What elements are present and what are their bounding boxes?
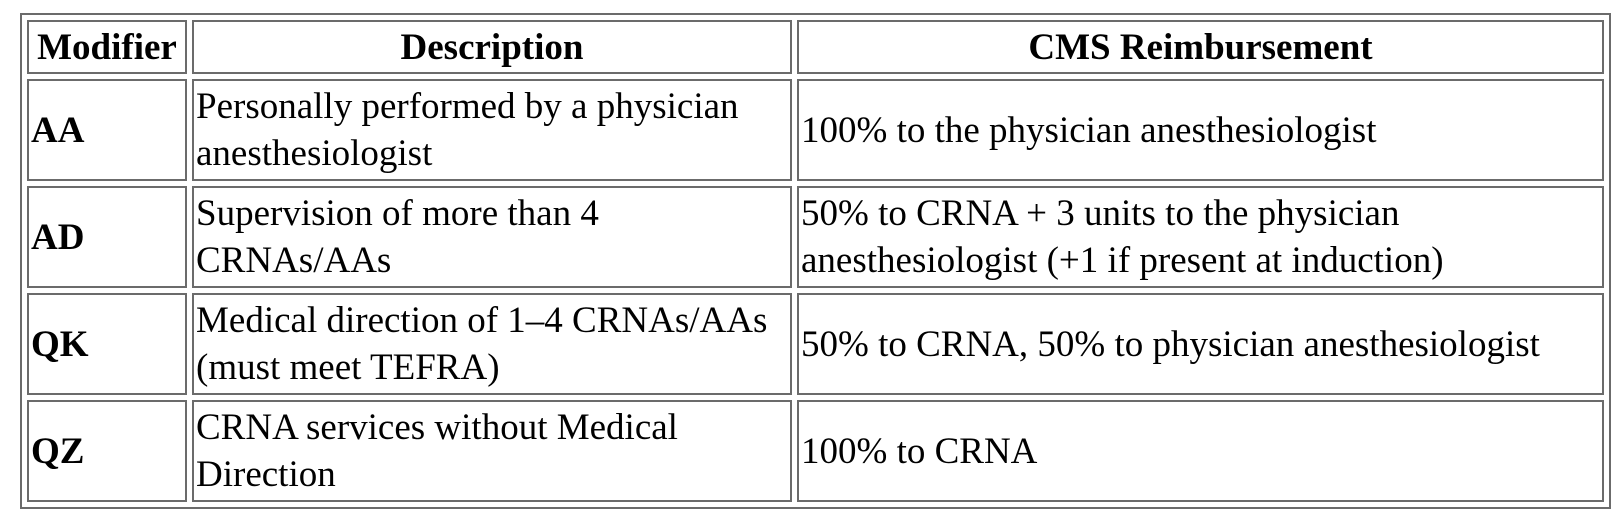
reimbursement-cell: 100% to the physician anesthesiologist [797, 79, 1604, 181]
reimbursement-cell: 50% to CRNA + 3 units to the physician anesthesiologist (+1 if present at induction) [797, 186, 1604, 288]
reimbursement-cell: 50% to CRNA, 50% to physician anesthesiologist [797, 293, 1604, 395]
table-row [27, 400, 1604, 502]
modifier-reimbursement-table [20, 13, 1611, 509]
table-row [27, 79, 1604, 181]
modifier-cell: QZ [27, 400, 187, 502]
modifier-cell: QK [27, 293, 187, 395]
header-modifier: Modifier [27, 20, 187, 74]
description-cell: CRNA services without Medical Direction [192, 400, 792, 502]
modifier-cell: AA [27, 79, 187, 181]
reimbursement-cell: 100% to CRNA [797, 400, 1604, 502]
header-description: Description [192, 20, 792, 74]
header-row [27, 20, 1604, 74]
description-cell: Supervision of more than 4 CRNAs/AAs [192, 186, 792, 288]
table-row [27, 186, 1604, 288]
description-cell: Medical direction of 1–4 CRNAs/AAs (must meet TEFRA) [192, 293, 792, 395]
modifier-cell: AD [27, 186, 187, 288]
header-cms-reimbursement: CMS Reimbursement [797, 20, 1604, 74]
table-row [27, 293, 1604, 395]
description-cell: Personally performed by a physician anesthesiologist [192, 79, 792, 181]
